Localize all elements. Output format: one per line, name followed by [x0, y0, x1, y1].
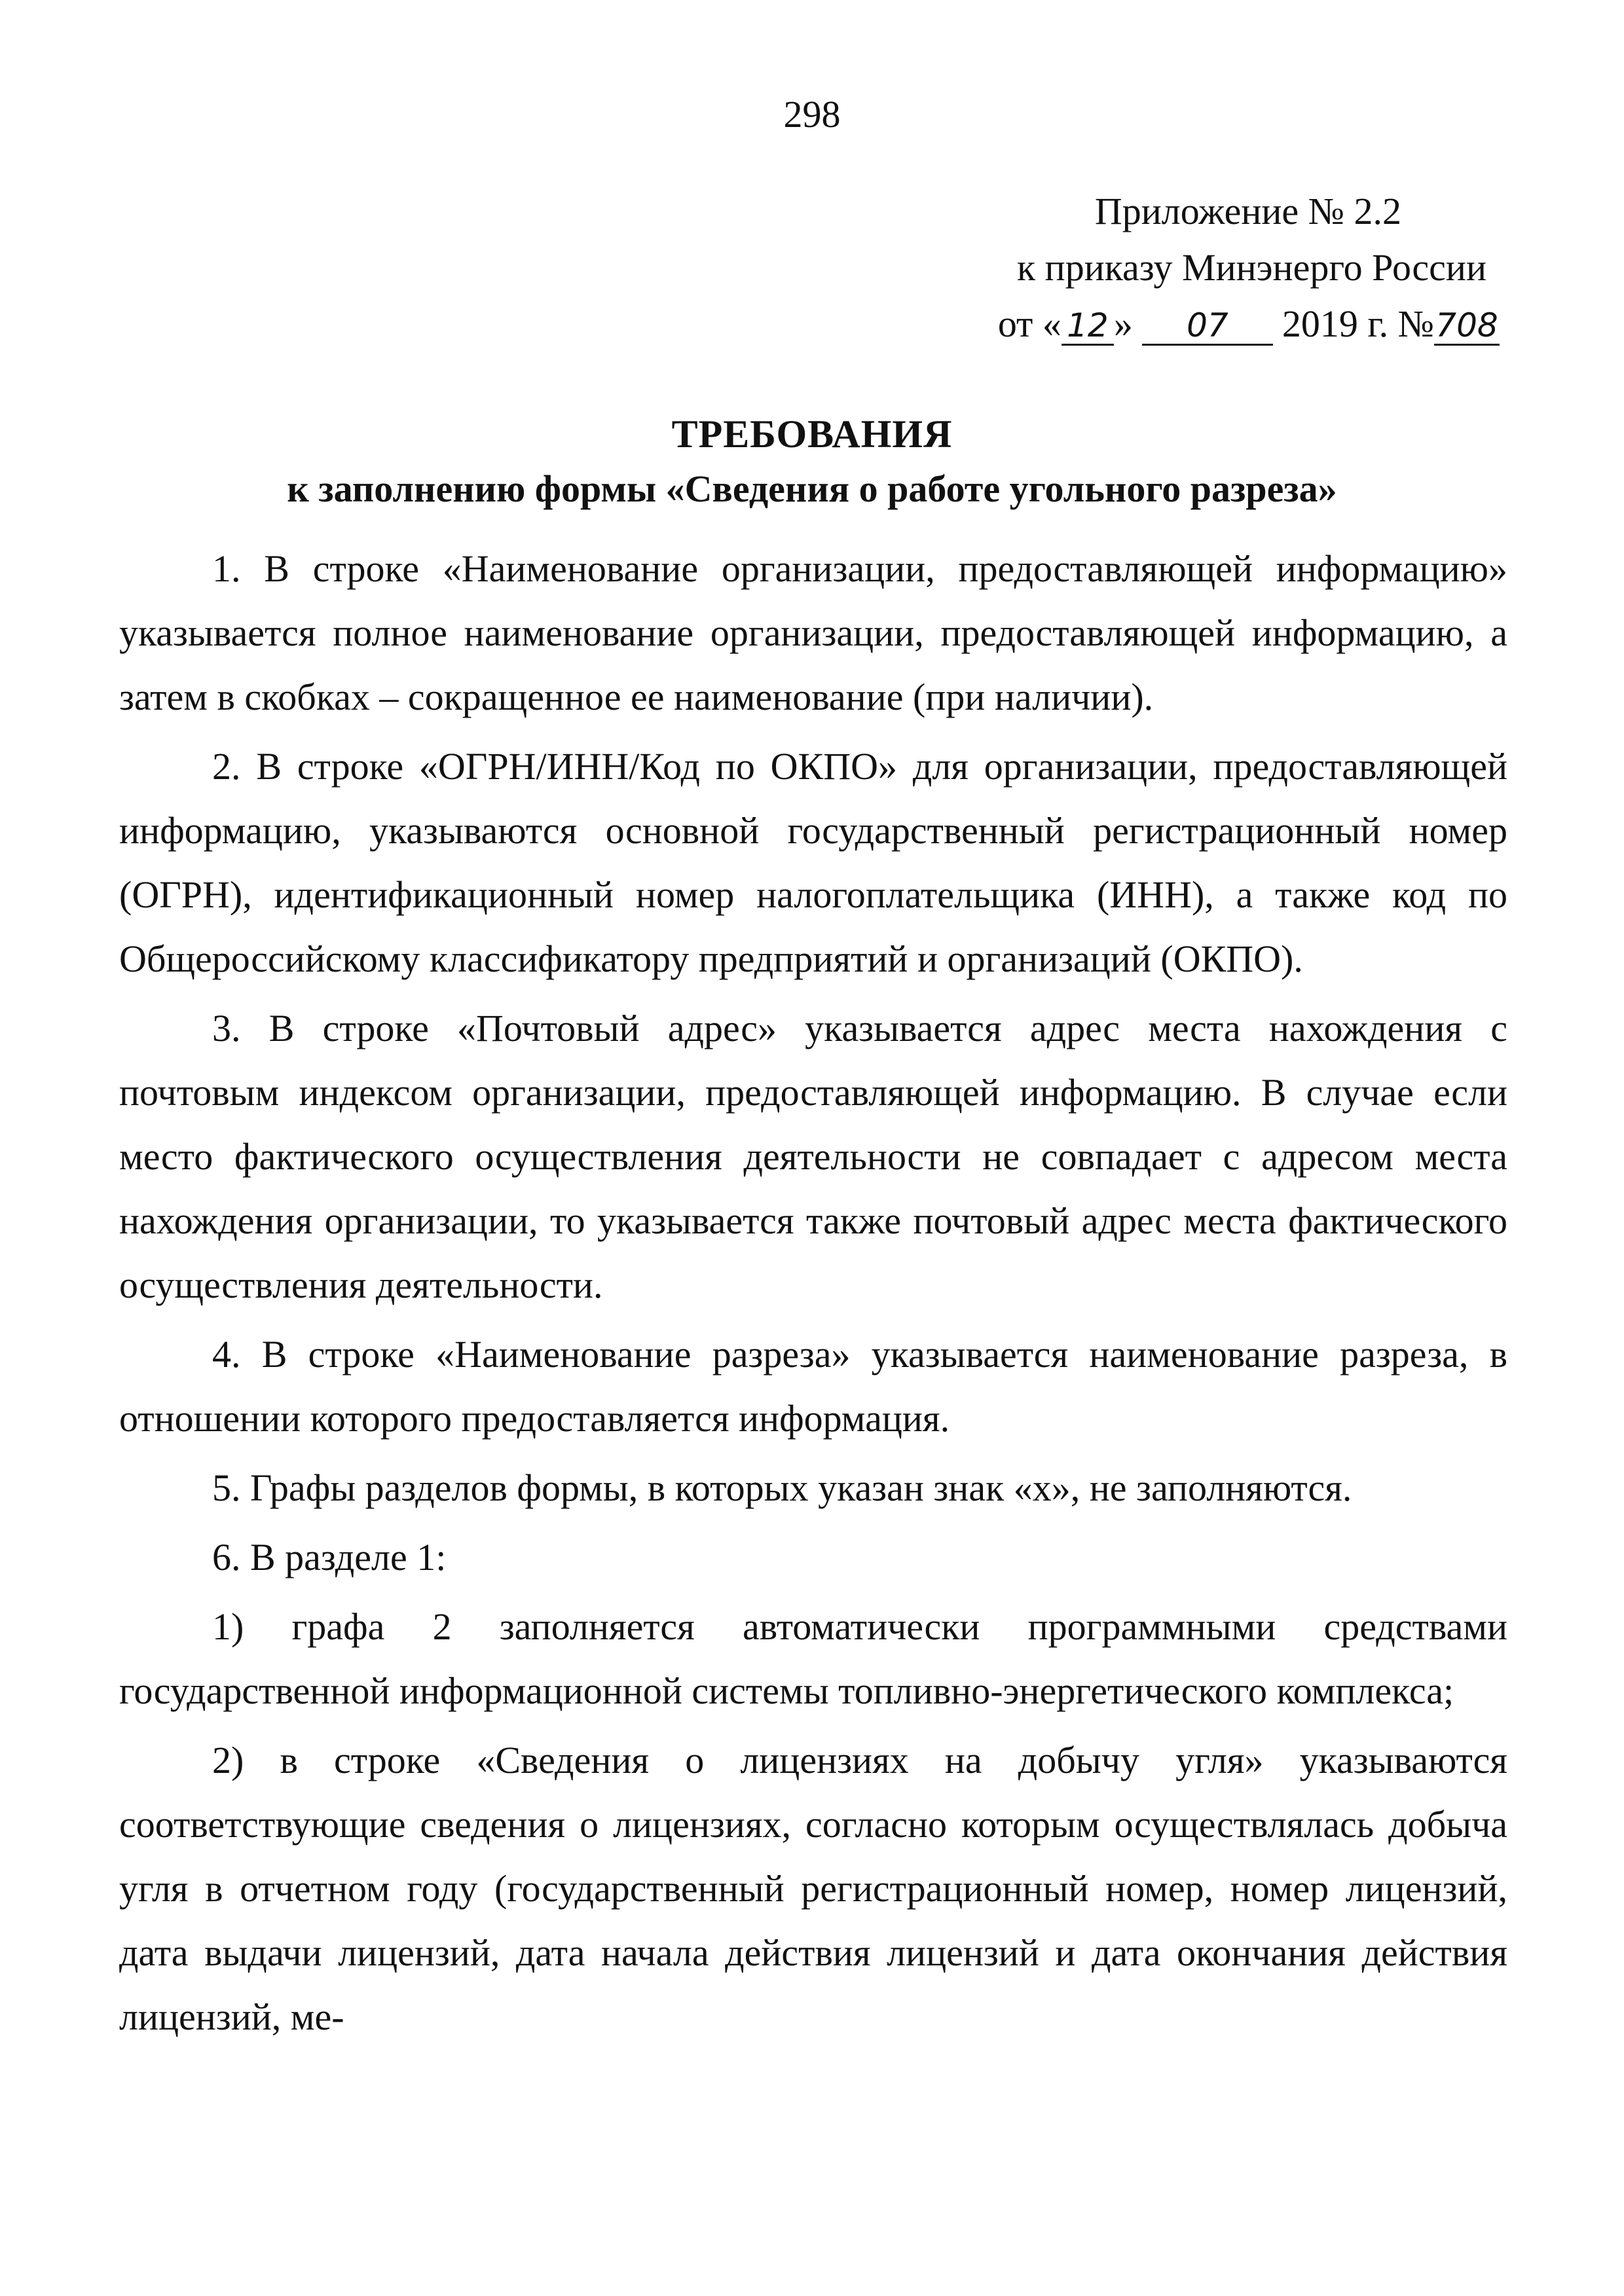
appendix-date-line	[963, 296, 1500, 352]
order-number-handwritten: 708	[1434, 307, 1500, 346]
document-title: ТРЕБОВАНИЯ	[671, 412, 953, 456]
paragraph-6-item-1: 1) графа 2 заполняется автоматически программными средствами государственной информационной системы топливно-энергетического комплекса;	[119, 1605, 1507, 1712]
date-mid: »	[1113, 302, 1133, 345]
paragraph-6: 6. В разделе 1:	[212, 1536, 447, 1578]
paragraph-5: 5. Графы разделов формы, в которых указан знак «х», не заполняются.	[212, 1467, 1352, 1509]
document-body	[119, 537, 1507, 2054]
paragraph-6-item-2: 2) в строке «Сведения о лицензиях на добычу угля» указываются соответствующие сведения о лицензиях, согласно которым осуществлялась добыча угля в отчетном году (государственный регистрационный номер, номер лицензий, дата выдачи лицензий, дата начала действия лицензий и дата окончания действия лицензий, ме-	[119, 1739, 1507, 2038]
date-year: 2019 г. №	[1282, 302, 1434, 345]
page-number: 298	[783, 93, 841, 136]
date-prefix: от «	[997, 302, 1061, 345]
date-day-handwritten: 12	[1061, 307, 1114, 346]
paragraph-3: 3. В строке «Почтовый адрес» указывается адрес места нахождения с почтовым индексом организации, предоставляющей информацию. В случае если место фактического осуществления деятельности не совпадает с адресом места нахождения организации, то указывается также почтовый адрес места фактического осуществления деятельности.	[119, 1007, 1507, 1306]
paragraph-4: 4. В строке «Наименование разреза» указывается наименование разреза, в отношении которого предоставляется информация.	[119, 1333, 1507, 1440]
appendix-header	[963, 183, 1500, 352]
appendix-order-ref: к приказу Минэнерго России	[1017, 246, 1486, 289]
date-month-handwritten: 07	[1142, 307, 1273, 346]
document-subtitle: к заполнению формы «Сведения о работе угольного разреза»	[287, 467, 1337, 510]
document-title-block	[0, 406, 1624, 516]
paragraph-2: 2. В строке «ОГРН/ИНН/Код по ОКПО» для организации, предоставляющей информацию, указываются основной государственный регистрационный номер (ОГРН), идентификационный номер налогоплательщика (ИНН), а также код по Общероссийскому классификатору предприятий и организаций (ОКПО).	[119, 745, 1507, 980]
paragraph-1: 1. В строке «Наименование организации, предоставляющей информацию» указывается полное наименование организации, предоставляющей информацию, а затем в скобках – сокращенное ее наименование (при наличии).	[119, 547, 1507, 718]
appendix-title: Приложение № 2.2	[1094, 190, 1401, 232]
